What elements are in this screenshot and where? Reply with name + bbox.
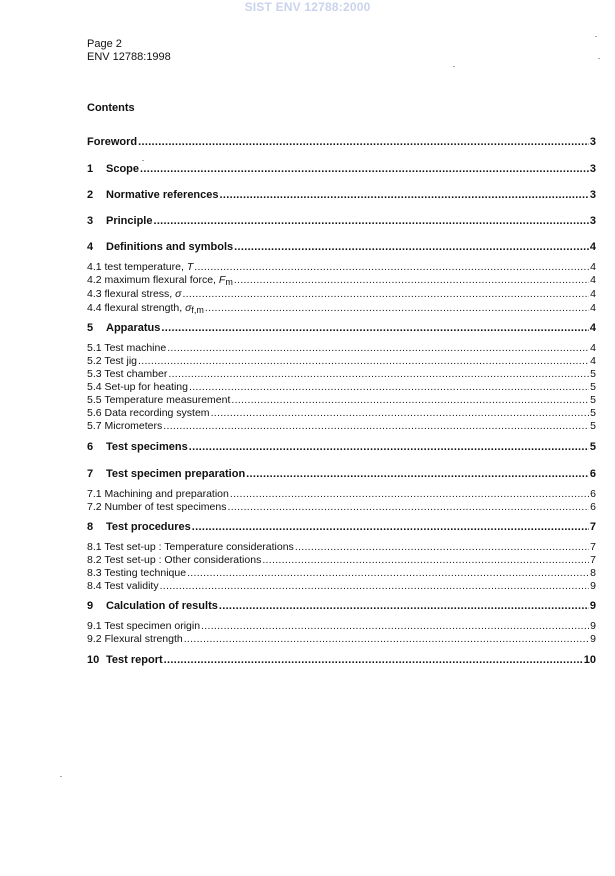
toc-entry-7-2[interactable] [87,501,596,514]
document-id: ENV 12788:1998 [87,51,171,63]
toc-leader [201,620,589,633]
toc-title: 5.2 Test jig [87,355,138,367]
toc-title: Test report [106,654,163,666]
subscript: f,m [191,305,204,315]
toc-number: 1 [87,163,94,175]
toc-leader [227,501,589,514]
toc-page: 5 [590,407,596,419]
page-number: Page 2 [87,38,122,50]
toc-page: 5 [590,394,596,406]
toc-page: 5 [589,441,596,453]
toc-title: 7.2 Number of test specimens [87,501,227,513]
toc-number: 7 [87,468,94,480]
toc-title: 4.3 flexural stress, σ [87,288,182,300]
toc-page: 5 [590,368,596,380]
toc-number: 3 [87,215,94,227]
scan-speck [60,776,62,777]
subscript: m [225,277,233,287]
toc-leader [219,600,589,613]
toc-page: 9 [590,620,596,632]
symbol: T [186,261,194,273]
toc-title: 8.2 Test set-up : Other considerations [87,554,262,566]
toc-leader [167,342,589,355]
contents-heading: Contents [87,102,135,114]
toc-page: 6 [590,488,596,500]
toc-page: 4 [590,274,596,286]
toc-number: 5 [87,322,94,334]
toc-page: 4 [590,288,596,300]
toc-page: 9 [589,600,596,612]
toc-page: 7 [590,554,596,566]
toc-title: Test specimens [106,441,188,453]
toc-title: 5.1 Test machine [87,342,167,354]
toc-entry-4[interactable] [87,241,596,254]
toc-entry-4-4[interactable] [87,302,596,317]
toc-leader [168,368,589,381]
toc-title: 4.2 maximum flexural force, Fm [87,274,233,287]
toc-leader [160,580,590,593]
page-header [87,38,171,64]
toc-page: 5 [590,420,596,432]
scan-speck [142,160,144,161]
toc-entry-10[interactable] [87,654,596,667]
toc-leader [234,274,589,287]
toc-title: Calculation of results [106,600,218,612]
toc-entry-5[interactable] [87,322,596,335]
toc-entry-4-2[interactable] [87,274,596,289]
toc-leader [153,215,588,228]
toc-entry-7[interactable] [87,468,596,481]
toc-entry-5-2[interactable] [87,355,596,368]
toc-entry-3[interactable] [87,215,596,228]
toc-leader [262,554,589,567]
toc-number: 6 [87,441,94,453]
toc-title: 8.3 Testing technique [87,567,187,579]
toc-page: 7 [590,541,596,553]
toc-leader [189,381,589,394]
toc-entry-foreword[interactable] [87,136,596,149]
toc-page: 4 [589,322,596,334]
toc-title: 9.1 Test specimen origin [87,620,201,632]
toc-leader [161,322,588,335]
toc-entry-8-3[interactable] [87,567,596,580]
toc-title: 8.4 Test validity [87,580,159,592]
toc-title: Test procedures [106,521,191,533]
toc-page: 4 [589,241,596,253]
toc-entry-8-1[interactable] [87,541,596,554]
toc-entry-9-1[interactable] [87,620,596,633]
toc-number: 9 [87,600,94,612]
toc-leader [220,189,589,202]
toc-page: 4 [590,302,596,314]
toc-entry-5-5[interactable] [87,394,596,407]
toc-leader [138,136,589,149]
toc-leader [295,541,589,554]
toc-leader [205,302,589,315]
toc-leader [246,468,589,481]
toc-leader [182,288,589,301]
toc-leader [163,420,589,433]
toc-number: 10 [87,654,100,666]
toc-leader [164,654,583,667]
symbol: σ [185,302,192,314]
symbol: σ [175,288,182,300]
toc-title: Apparatus [106,322,161,334]
toc-page: 3 [589,189,596,201]
toc-entry-5-3[interactable] [87,368,596,381]
toc-number: 2 [87,189,94,201]
toc-leader [184,633,589,646]
scan-speck [453,66,455,67]
symbol: F [218,274,226,286]
toc-entry-8-2[interactable] [87,554,596,567]
toc-title: 4.1 test temperature, T [87,261,194,273]
toc-page: 8 [590,567,596,579]
toc-title: 5.4 Set-up for heating [87,381,188,393]
scan-speck [595,36,597,37]
toc-page: 6 [590,501,596,513]
toc-title: 7.1 Machining and preparation [87,488,229,500]
toc-entry-8-4[interactable] [87,580,596,593]
toc-title: Foreword [87,136,138,148]
toc-page: 6 [589,468,596,480]
toc-entry-9[interactable] [87,600,596,613]
toc-title: 8.1 Test set-up : Temperature considerations [87,541,294,553]
toc-entry-5-4[interactable] [87,381,596,394]
toc-page: 3 [589,215,596,227]
toc-leader [194,261,589,274]
toc-entry-7-1[interactable] [87,488,596,501]
toc-page: 5 [590,381,596,393]
toc-title: 4.4 flexural strength, σf,m [87,302,204,315]
toc-entry-4-1[interactable] [87,261,596,274]
toc-number: 8 [87,521,94,533]
toc-title: 5.3 Test chamber [87,368,168,380]
toc-entry-2[interactable] [87,189,596,202]
toc-page: 4 [590,342,596,354]
toc-title: 9.2 Flexural strength [87,633,183,645]
toc-title: Normative references [106,189,219,201]
toc-entry-8[interactable] [87,521,596,534]
toc-title: Scope [106,163,140,175]
toc-page: 9 [590,633,596,645]
toc-title: Test specimen preparation [106,468,246,480]
toc-title: 5.5 Temperature measurement [87,394,231,406]
toc-title: Definitions and symbols [106,241,234,253]
toc-leader [140,163,589,176]
scan-speck [598,58,600,59]
toc-leader [234,241,589,254]
toc-leader [230,488,589,501]
toc-entry-5-1[interactable] [87,342,596,355]
toc-page: 10 [583,654,596,666]
toc-entry-9-2[interactable] [87,633,596,646]
toc-leader [192,521,589,534]
toc-entry-6[interactable] [87,441,596,454]
watermark: SIST ENV 12788:2000 [244,0,371,14]
toc-page: 7 [589,521,596,533]
toc-title: 5.7 Micrometers [87,420,163,432]
toc-leader [189,441,589,454]
toc-entry-5-6[interactable] [87,407,596,420]
toc-page: 3 [589,163,596,175]
toc-title: Principle [106,215,153,227]
toc-page: 4 [590,261,596,273]
toc-page: 3 [589,136,596,148]
toc-leader [231,394,589,407]
toc-page: 9 [590,580,596,592]
toc-entry-4-3[interactable] [87,288,596,301]
toc-entry-5-7[interactable] [87,420,596,433]
toc-page: 4 [590,355,596,367]
toc-entry-1[interactable] [87,163,596,176]
toc-leader [211,407,590,420]
toc-leader [138,355,589,368]
toc-number: 4 [87,241,94,253]
toc-leader [187,567,589,580]
toc-title: 5.6 Data recording system [87,407,210,419]
